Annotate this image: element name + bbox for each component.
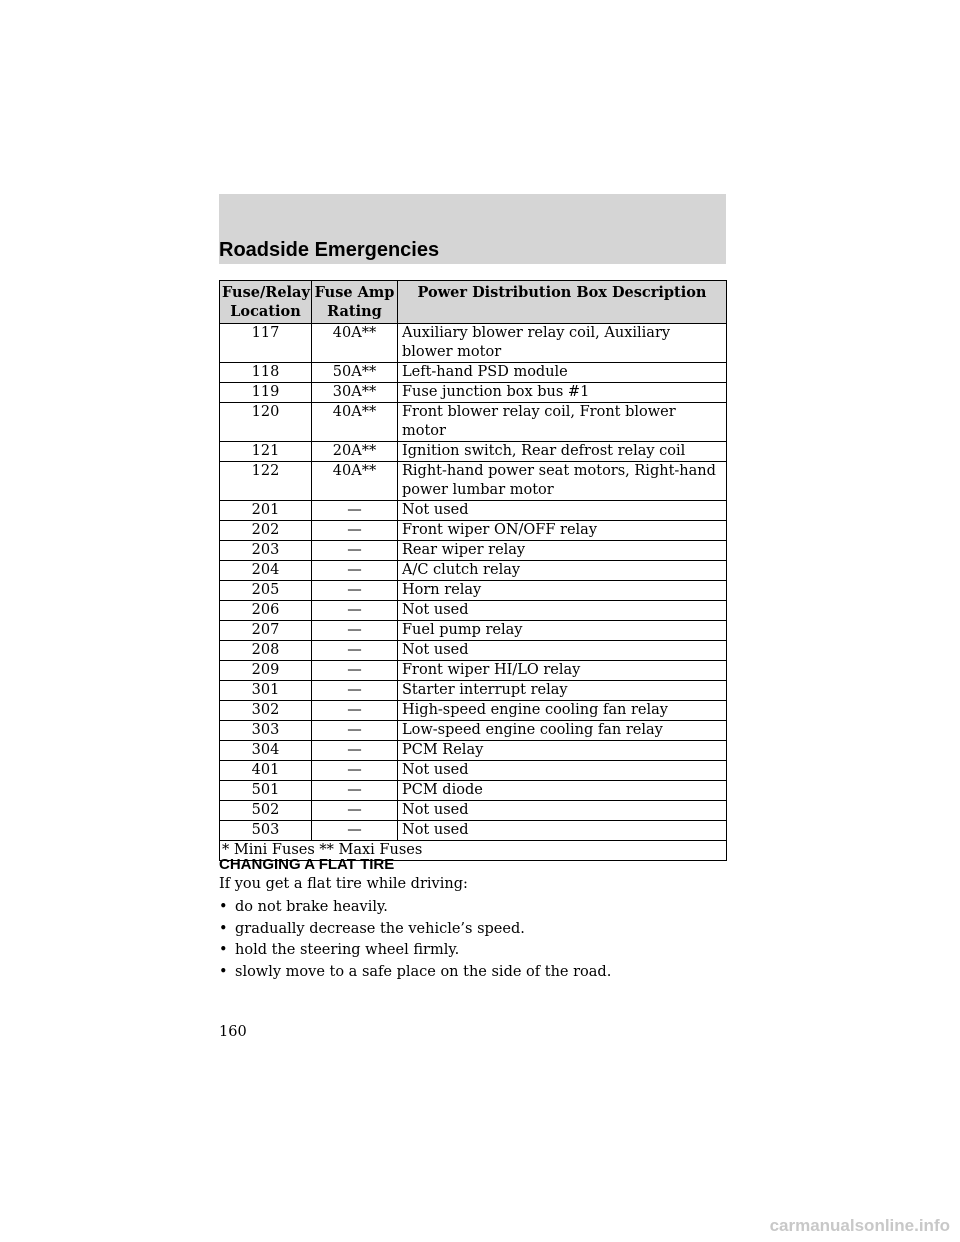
fuse-location-cell: 503 [220, 821, 312, 841]
fuse-location-cell: 501 [220, 781, 312, 801]
table-row [220, 501, 727, 521]
list-item [219, 919, 611, 941]
fuse-location-cell: 304 [220, 741, 312, 761]
table-row [220, 462, 727, 501]
table-footnote: * Mini Fuses ** Maxi Fuses [220, 841, 727, 861]
fuse-amp-cell: — [312, 581, 398, 601]
table-row [220, 821, 727, 841]
table-row [220, 661, 727, 681]
fuse-location-cell: 209 [220, 661, 312, 681]
header-location: Fuse/Relay Location [220, 281, 312, 324]
bullet-icon: • [219, 899, 228, 915]
bullet-text: do not brake heavily. [235, 899, 388, 915]
fuse-location-cell: 118 [220, 363, 312, 383]
table-row [220, 521, 727, 541]
fuse-amp-cell: — [312, 761, 398, 781]
fuse-description-cell: Fuse junction box bus #1 [398, 383, 727, 403]
flat-tire-bullets [219, 897, 611, 983]
table-row [220, 781, 727, 801]
fuse-table-body [220, 324, 727, 841]
table-row [220, 601, 727, 621]
fuse-location-cell: 119 [220, 383, 312, 403]
fuse-amp-cell: — [312, 601, 398, 621]
bullet-icon: • [219, 963, 228, 980]
bullet-text: hold the steering wheel firmly. [235, 942, 460, 958]
fuse-description-cell: Rear wiper relay [398, 541, 727, 561]
fuse-amp-cell: — [312, 801, 398, 821]
header-description: Power Distribution Box Description [398, 281, 727, 324]
fuse-table [219, 280, 727, 861]
fuse-location-cell: 201 [220, 501, 312, 521]
fuse-description-cell: Not used [398, 761, 727, 781]
fuse-location-cell: 121 [220, 442, 312, 462]
fuse-amp-cell: 40A** [312, 462, 398, 501]
fuse-amp-cell: — [312, 661, 398, 681]
fuse-amp-cell: — [312, 621, 398, 641]
fuse-location-cell: 203 [220, 541, 312, 561]
table-row [220, 801, 727, 821]
fuse-amp-cell: 20A** [312, 442, 398, 462]
list-item [219, 897, 611, 919]
fuse-description-cell: Horn relay [398, 581, 727, 601]
fuse-location-cell: 208 [220, 641, 312, 661]
table-row [220, 383, 727, 403]
list-item [219, 962, 611, 984]
fuse-description-cell: Starter interrupt relay [398, 681, 727, 701]
fuse-description-cell: Ignition switch, Rear defrost relay coil [398, 442, 727, 462]
table-row [220, 721, 727, 741]
fuse-description-cell: Fuel pump relay [398, 621, 727, 641]
fuse-amp-cell: — [312, 701, 398, 721]
fuse-amp-cell: 40A** [312, 324, 398, 363]
flat-tire-intro: If you get a flat tire while driving: [219, 876, 468, 892]
fuse-location-cell: 117 [220, 324, 312, 363]
watermark: carmanualsonline.info [769, 1216, 950, 1235]
table-row [220, 761, 727, 781]
section-title: Roadside Emergencies [219, 239, 440, 261]
fuse-amp-cell: 30A** [312, 383, 398, 403]
fuse-amp-cell: — [312, 821, 398, 841]
table-header-row [220, 281, 727, 324]
fuse-amp-cell: — [312, 681, 398, 701]
flat-tire-heading: CHANGING A FLAT TIRE [219, 856, 395, 873]
fuse-description-cell: Not used [398, 601, 727, 621]
table-row [220, 324, 727, 363]
table-row [220, 363, 727, 383]
table-row [220, 701, 727, 721]
fuse-location-cell: 202 [220, 521, 312, 541]
fuse-description-cell: Front wiper HI/LO relay [398, 661, 727, 681]
bullet-text: slowly move to a safe place on the side of the road. [235, 963, 612, 980]
table-row [220, 681, 727, 701]
fuse-amp-cell: — [312, 781, 398, 801]
table-row [220, 403, 727, 442]
fuse-description-cell: PCM Relay [398, 741, 727, 761]
bullet-icon: • [219, 920, 228, 937]
fuse-amp-cell: — [312, 721, 398, 741]
table-row [220, 581, 727, 601]
fuse-description-cell: Not used [398, 501, 727, 521]
bullet-icon: • [219, 942, 228, 958]
fuse-location-cell: 120 [220, 403, 312, 442]
table-row [220, 641, 727, 661]
fuse-description-cell: High-speed engine cooling fan relay [398, 701, 727, 721]
fuse-amp-cell: 50A** [312, 363, 398, 383]
fuse-description-cell: Left-hand PSD module [398, 363, 727, 383]
fuse-location-cell: 207 [220, 621, 312, 641]
fuse-description-cell: A/C clutch relay [398, 561, 727, 581]
fuse-location-cell: 301 [220, 681, 312, 701]
fuse-location-cell: 204 [220, 561, 312, 581]
table-row [220, 541, 727, 561]
fuse-amp-cell: — [312, 541, 398, 561]
fuse-amp-cell: — [312, 641, 398, 661]
fuse-description-cell: Auxiliary blower relay coil, Auxiliary blower motor [398, 324, 727, 363]
fuse-location-cell: 401 [220, 761, 312, 781]
fuse-location-cell: 302 [220, 701, 312, 721]
fuse-description-cell: Not used [398, 801, 727, 821]
fuse-description-cell: Front blower relay coil, Front blower motor [398, 403, 727, 442]
fuse-description-cell: Low-speed engine cooling fan relay [398, 721, 727, 741]
fuse-location-cell: 122 [220, 462, 312, 501]
fuse-amp-cell: — [312, 521, 398, 541]
fuse-location-cell: 206 [220, 601, 312, 621]
fuse-description-cell: Front wiper ON/OFF relay [398, 521, 727, 541]
table-row [220, 621, 727, 641]
fuse-amp-cell: — [312, 501, 398, 521]
fuse-location-cell: 303 [220, 721, 312, 741]
fuse-location-cell: 502 [220, 801, 312, 821]
page-number: 160 [219, 1024, 247, 1040]
fuse-amp-cell: — [312, 741, 398, 761]
table-row [220, 741, 727, 761]
fuse-description-cell: Not used [398, 641, 727, 661]
table-row [220, 442, 727, 462]
fuse-description-cell: Right-hand power seat motors, Right-hand power lumbar motor [398, 462, 727, 501]
fuse-description-cell: PCM diode [398, 781, 727, 801]
fuse-amp-cell: 40A** [312, 403, 398, 442]
section-header [219, 194, 726, 264]
header-amp-rating: Fuse Amp Rating [312, 281, 398, 324]
fuse-amp-cell: — [312, 561, 398, 581]
fuse-description-cell: Not used [398, 821, 727, 841]
bullet-text: gradually decrease the vehicle’s speed. [235, 920, 525, 937]
fuse-location-cell: 205 [220, 581, 312, 601]
list-item [219, 940, 611, 962]
table-row [220, 561, 727, 581]
